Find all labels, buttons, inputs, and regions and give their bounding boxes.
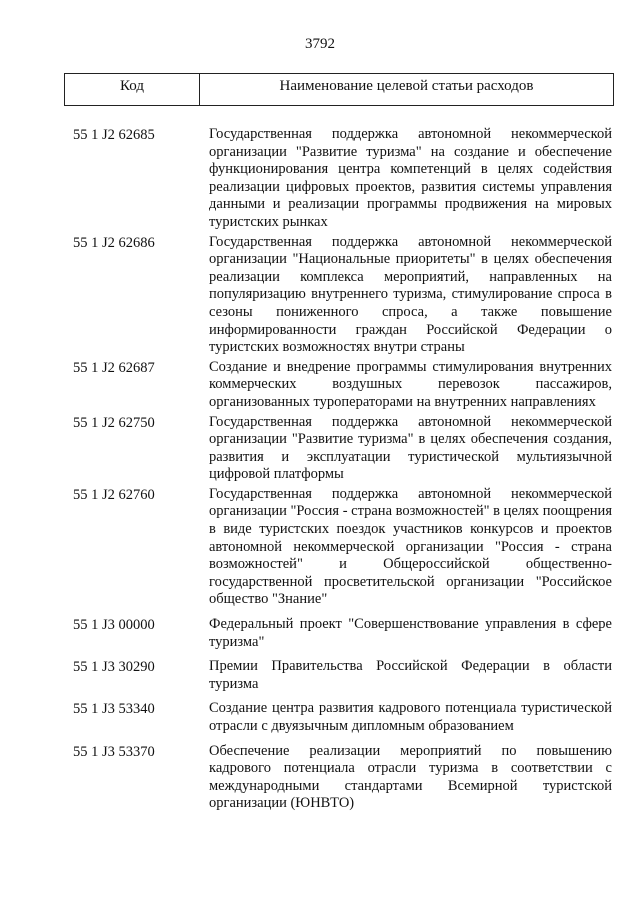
row-description: Обеспечение реализации мероприятий по повышению кадрового потенциала отрасли туризма в соответствии с международными стандартами Всемирной туристской организации (ЮНВТО) [209,742,612,812]
row-description: Государственная поддержка автономной некоммерческой организации "Национальные приоритеты" в целях обеспечения реализации комплекса мероприятий, направленных на популяризацию внутреннего туризма, стимулирование спроса в сезоны пониженного спроса, а также повышение информированности граждан Российской Федерации о туристских возможностях внутри страны [209,233,612,356]
row-description: Государственная поддержка автономной некоммерческой организации "Россия - страна возможностей" в целях поощрения в виде туристских поездок участников конкурсов и проектов автономной некоммерческой организации "Россия - страна возможностей" и Общероссийской общественно-государственной просветительской организации "Российское общество "Знание" [209,485,612,608]
table-row [64,414,614,484]
row-code: 55 1 J2 62685 [73,127,155,143]
table-row [64,234,614,357]
row-code: 55 1 J3 53370 [73,743,155,760]
budget-items-list [64,126,614,815]
table-row [64,616,614,651]
row-description: Федеральный проект "Совершенствование управления в сфере туризма" [209,616,612,650]
row-code: 55 1 J3 00000 [73,617,155,634]
table-row [64,743,614,813]
page-number: 3792 [305,36,335,52]
table-row [64,126,614,232]
row-description: Создание центра развития кадрового потенциала туристической отрасли с двуязычным дипломным образованием [209,700,612,734]
row-description: Создание и внедрение программы стимулирования внутренних коммерческих воздушных перевозок пассажиров, организованных туроператорами на внутренних направлениях [209,358,612,410]
table-row [64,359,614,412]
row-code: 55 1 J2 62686 [73,234,155,251]
table-header [64,73,614,106]
row-description: Государственная поддержка автономной некоммерческой организации "Развитие туризма" на создание и обеспечение функционирования центра компетенций в целях содействия реализации цифровых проектов, развития системы управления данными и реализации программы продвижения на мировых туристских рынках [209,126,612,230]
header-code-label: Код [65,74,200,105]
table-row [64,486,614,609]
row-code: 55 1 J2 62760 [73,486,155,503]
row-description: Премии Правительства Российской Федерации в области туризма [209,658,612,692]
row-code: 55 1 J2 62750 [73,414,155,431]
row-code: 55 1 J3 53340 [73,701,155,718]
row-code: 55 1 J3 30290 [73,659,155,676]
table-row [64,700,614,735]
row-code: 55 1 J2 62687 [73,359,155,376]
table-row [64,658,614,693]
row-description: Государственная поддержка автономной некоммерческой организации "Развитие туризма" в целях обеспечения создания, развития и эксплуатации туристической мультиязычной цифровой платформы [209,413,612,483]
header-name-label: Наименование целевой статьи расходов [279,78,534,94]
